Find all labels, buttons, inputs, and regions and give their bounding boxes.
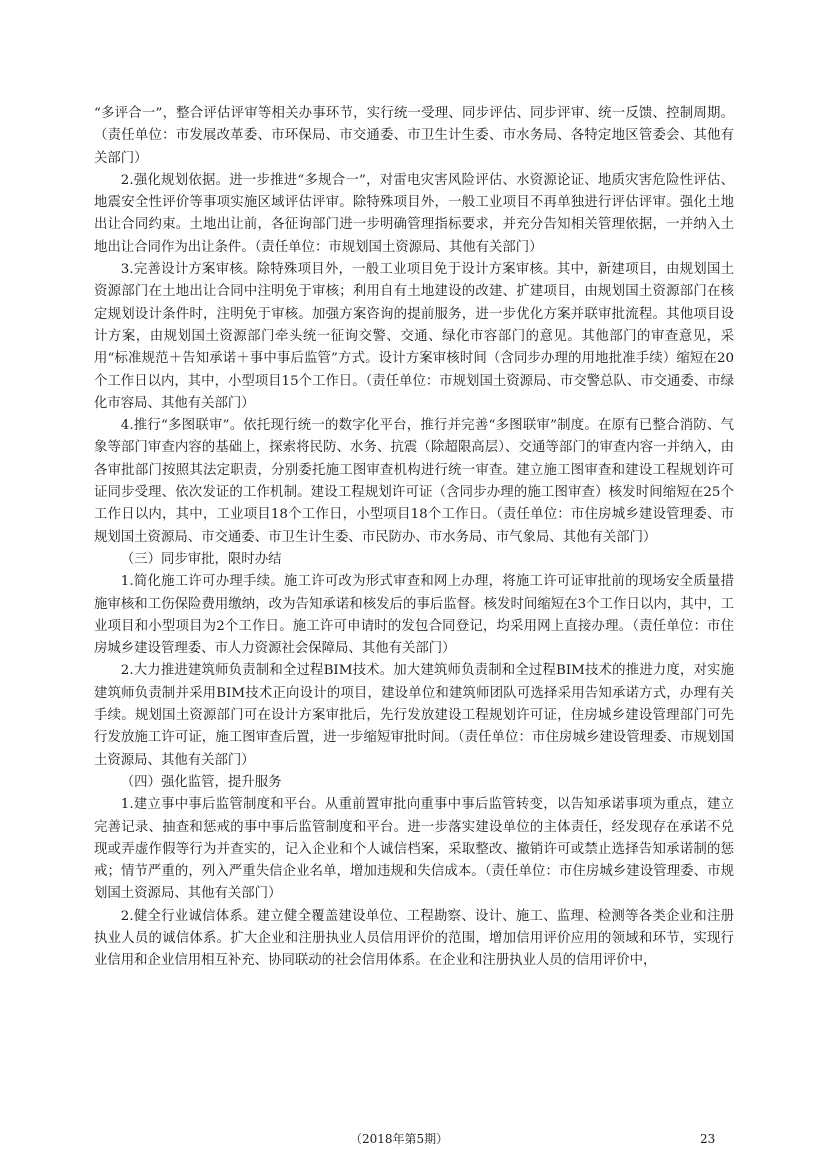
paragraph-item: 2.大力推进建筑师负责制和全过程BIM技术。加大建筑师负责制和全过程BIM技术的推进力度，对实施建筑师负责制并采用BIM技术正向设计的项目，建设单位和建筑师团队可选择采用告知承诺方式，办理有关手续。规划国土资源部门可在设计方案审批后，先行发放建设工程规划许可证，住房城乡建设管理部门可先行发放施工许可证，施工图审查后置，进一步缩短审批时间。（责任单位：市住房城乡建设管理委、市规划国土资源局、其他有关部门） bbox=[94, 663, 734, 768]
paragraph-item: 3.完善设计方案审核。除特殊项目外，一般工业项目免于设计方案审核。其中，新建项目，由规划国土资源部门在土地出让合同中注明免于审核；利用自有土地建设的改建、扩建项目，由规划国土资源部门在核定规划设计条件时，注明免于审核。加强方案咨询的提前服务，进一步优化方案并联审批流程。其他项目设计方案，由规划国土资源部门牵头统一征询交警、交通、绿化市容部门的意见。其他部门的审查意见，采用“标准规范＋告知承诺＋事中事后监管”方式。设计方案审核时间（含同步办理的用地批准手续）缩短在20个工作日以内，其中，小型项目15个工作日。（责任单位：市规划国土资源局、市交警总队、市交通委、市绿化市容局、其他有关部门） bbox=[94, 262, 734, 411]
paragraph-item: 4.推行“多图联审”。依托现行统一的数字化平台，推行并完善“多图联审”制度。在原有已整合消防、气象等部门审查内容的基础上，探索将民防、水务、抗震（除超限高层）、交通等部门的审查内容一并纳入，由各审批部门按照其法定职责，分别委托施工图审查机构进行统一审查。建立施工图审查和建设工程规划许可证同步受理、依次发证的工作机制。建设工程规划许可证（含同步办理的施工图审查）核发时间缩短在25个工作日以内，其中，工业项目18个工作日，小型项目18个工作日。（责任单位：市住房城乡建设管理委、市规划国土资源局、市交通委、市卫生计生委、市民防办、市水务局、市气象局、其他有关部门） bbox=[94, 418, 734, 545]
paragraph-item: 2.强化规划依据。进一步推进“多规合一”，对雷电灾害风险评估、水资源论证、地质灾害危险性评估、地震安全性评价等事项实施区域评估评审。除特殊项目外，一般工业项目不再单独进行评估评审。强化土地出让合同约束。土地出让前，各征询部门进一步明确管理指标要求，并充分告知相关管理依据，一并纳入土地出让合同作为出让条件。（责任单位：市规划国土资源局、其他有关部门） bbox=[94, 172, 734, 255]
paragraph-item: 1.建立事中事后监管制度和平台。从重前置审批向重事中事后监管转变，以告知承诺事项为重点，建立完善记录、抽查和惩戒的事中事后监管制度和平台。进一步落实建设单位的主体责任，经发现存在承诺不兑现或弄虚作假等行为并查实的，记入企业和个人诚信档案，采取整改、撤销许可或禁止选择告知承诺制的惩戒；情节严重的，列入严重失信企业名单，增加违规和失信成本。（责任单位：市住房城乡建设管理委、市规划国土资源局、其他有关部门） bbox=[94, 797, 734, 902]
body-text bbox=[94, 103, 734, 973]
section-heading: （四）强化监管，提升服务 bbox=[120, 774, 282, 790]
paragraph-item: 1.简化施工许可办理手续。施工许可改为形式审查和网上办理，将施工许可证审批前的现场安全质量措施审核和工伤保险费用缴纳，改为告知承诺和核发后的事后监督。核发时间缩短在3个工作日以内，其中，工业项目和小型项目为2个工作日。施工许可申请时的发包合同登记，均采用网上直接办理。（责任单位：市住房城乡建设管理委、市人力资源社会保障局、其他有关部门） bbox=[94, 574, 734, 657]
paragraph-item: 2.健全行业诚信体系。建立健全覆盖建设单位、工程勘察、设计、施工、监理、检测等各类企业和注册执业人员的诚信体系。扩大企业和注册执业人员信用评价的范围，增加信用评价应用的领域和环节，实现行业信用和企业信用相互补充、协同联动的社会信用体系。在企业和注册执业人员的信用评价中， bbox=[94, 908, 734, 969]
paragraph-continuation: “多评合一”，整合评估评审等相关办事环节，实行统一受理、同步评估、同步评审、统一反馈、控制周期。（责任单位：市发展改革委、市环保局、市交通委、市卫生计生委、市水务局、各特定地区管委会、其他有关部门） bbox=[94, 106, 734, 166]
section-heading: （三）同步审批，限时办结 bbox=[120, 551, 282, 567]
footer-page-number: 23 bbox=[700, 1132, 716, 1146]
footer-issue: （2018年第5期） bbox=[350, 1132, 449, 1146]
